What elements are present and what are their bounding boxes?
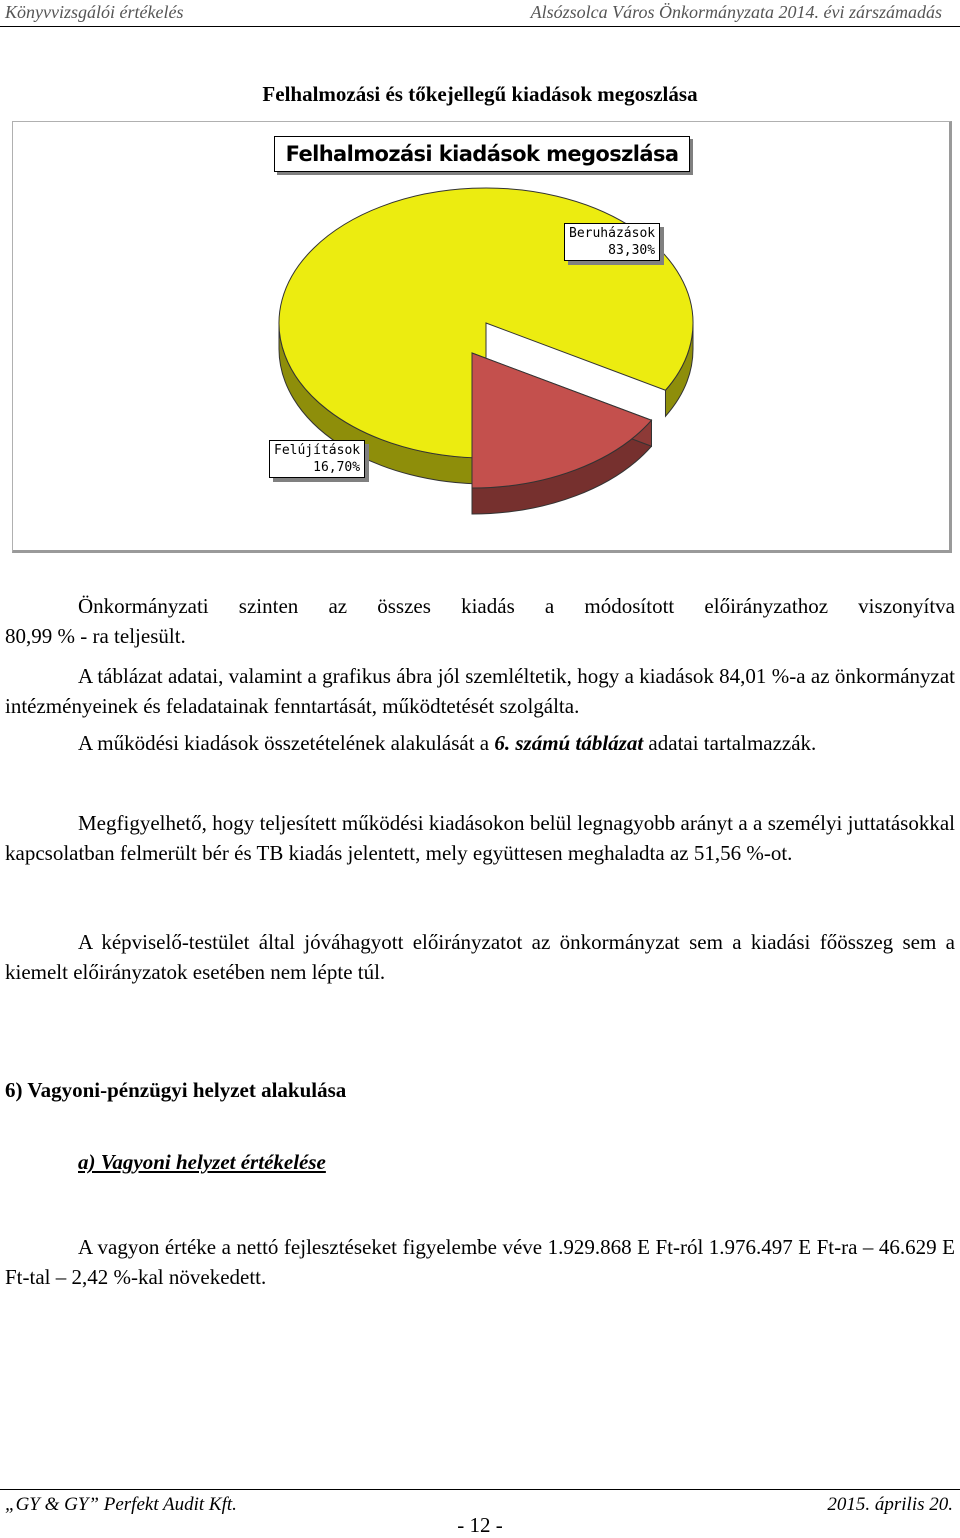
paragraph-4: Megfigyelhető, hogy teljesített működési kiadásokon belül legnagyobb arányt a a személyi juttatásokkal kapcsolatban felmerült bér és TB kiadás jelentett, mely együttesen meghaladta az 51,56 %-ot. — [5, 811, 955, 865]
running-header-left: Könyvvizsgálói értékelés — [5, 2, 184, 22]
data-label-felujitasok — [269, 440, 365, 478]
paragraph-2: A táblázat adatai, valamint a grafikus ábra jól szemléltetik, hogy a kiadások 84,01 %-a az önkormányzat intézményeinek és feladatainak fenntartását, működtetését szolgálta. — [5, 664, 955, 718]
paragraph-5: A képviselő-testület által jóváhagyott előirányzatot az önkormányzat sem a kiadási főösszeg sem a kiemelt előirányzatok esetében nem lépte túl. — [5, 930, 955, 984]
subsection-a-heading: a) Vagyoni helyzet értékelése — [78, 1150, 326, 1174]
header-rule — [0, 26, 960, 27]
paragraph-1-line-1: Önkormányzati szinten az összes kiadás a módosított előirányzathoz viszonyítva — [78, 594, 955, 618]
running-header-right: Alsózsolca Város Önkormányzata 2014. évi zárszámadás — [530, 2, 942, 22]
paragraph-1-line-2: 80,99 % - ra teljesült. — [5, 624, 186, 648]
footer-left: „GY & GY” Perfekt Audit Kft. — [5, 1494, 237, 1515]
paragraph-3 — [5, 729, 955, 759]
data-label-value: 83,30% — [608, 243, 656, 258]
data-label-value: 16,70% — [313, 460, 361, 475]
data-label-beruhazasok — [564, 223, 660, 261]
data-label-name: Beruházások — [569, 226, 656, 241]
paragraph-3-start: A működési kiadások összetételének alakulását a — [78, 731, 490, 755]
chart-title: Felhalmozási kiadások megoszlása — [274, 136, 690, 172]
page-number: - 12 - — [457, 1513, 503, 1537]
footer-right: 2015. április 20. — [827, 1494, 953, 1515]
footer-rule — [0, 1489, 960, 1490]
data-label-name: Felújítások — [274, 443, 361, 458]
section-6-heading: 6) Vagyoni-pénzügyi helyzet alakulása — [5, 1078, 347, 1102]
paragraph-6: A vagyon értéke a nettó fejlesztéseket figyelembe véve 1.929.868 E Ft-ról 1.976.497 E Ft-ra – 46.629 E Ft-tal – 2,42 %-kal növekedett. — [5, 1235, 955, 1289]
paragraph-3-end: adatai tartalmazzák. — [648, 731, 817, 755]
pie-chart-svg — [13, 122, 949, 550]
section-heading: Felhalmozási és tőkejellegű kiadások megoszlása — [262, 82, 698, 106]
table-reference: 6. számú táblázat — [494, 731, 644, 755]
pie-chart-figure — [12, 121, 952, 553]
